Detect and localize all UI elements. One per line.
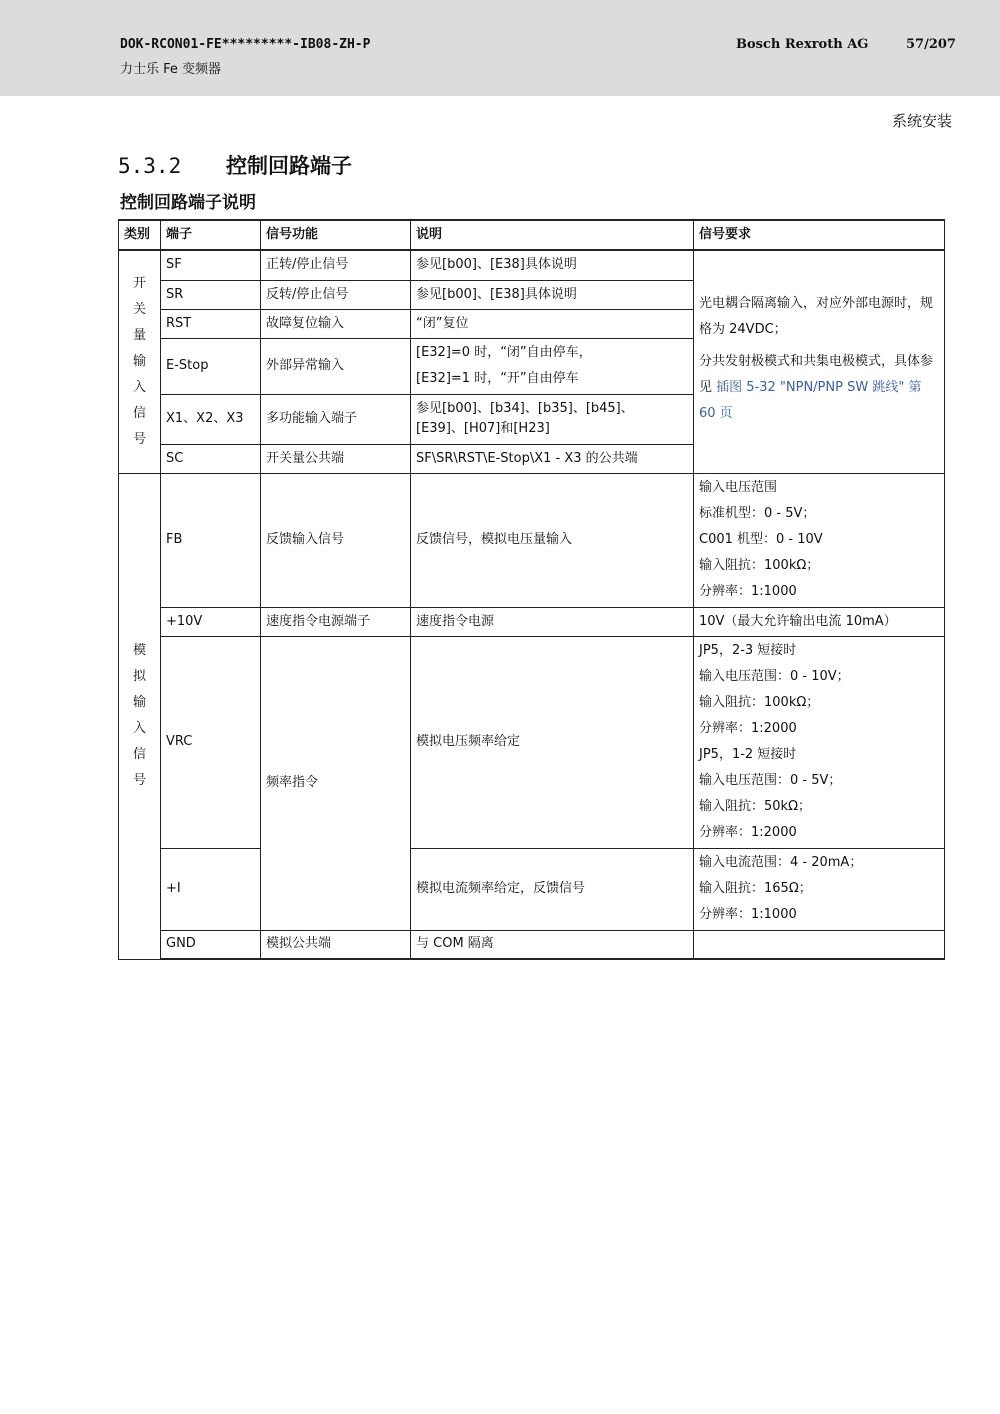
terminal-cell: RST <box>161 309 261 338</box>
section-title: 控制回路端子 <box>226 154 352 178</box>
header-function: 信号功能 <box>261 220 411 250</box>
description-cell: 模拟电压频率给定 <box>411 636 694 848</box>
requirement-cell: JP5，2-3 短接时 输入电压范围：0 - 10V； 输入阻抗：100kΩ； 分辨率：1:2000 JP5，1-2 短接时 输入电压范围：0 - 5V； 输入阻抗：50kΩ； 分辨率：1:2000 <box>694 636 945 848</box>
table-header-row <box>119 220 945 250</box>
function-cell: 正转/停止信号 <box>261 250 411 280</box>
header-category: 类别 <box>119 220 161 250</box>
table-caption: 控制回路端子说明 <box>120 193 256 213</box>
terminal-cell: FB <box>161 473 261 607</box>
document-id: DOK-RCON01-FE*********-IB08-ZH-P <box>120 37 371 52</box>
terminal-table <box>118 219 945 960</box>
header-terminal: 端子 <box>161 220 261 250</box>
company-name: Bosch Rexroth AG <box>736 37 869 52</box>
header-description: 说明 <box>411 220 694 250</box>
description-cell: “闭”复位 <box>411 309 694 338</box>
function-cell: 故障复位输入 <box>261 309 411 338</box>
table-row <box>119 848 945 930</box>
description-cell: 反馈信号，模拟电压量输入 <box>411 473 694 607</box>
category-digital: 开关量输入信号 <box>119 250 161 473</box>
table-row <box>119 250 945 280</box>
terminal-cell: +10V <box>161 607 261 636</box>
terminal-cell: X1、X2、X3 <box>161 394 261 444</box>
requirement-cell <box>694 930 945 959</box>
terminal-cell: VRC <box>161 636 261 848</box>
terminal-cell: +I <box>161 848 261 930</box>
function-cell: 多功能输入端子 <box>261 394 411 444</box>
table-row <box>119 930 945 959</box>
requirement-cell: 输入电流范围：4 - 20mA； 输入阻抗：165Ω； 分辨率：1:1000 <box>694 848 945 930</box>
requirement-cell: 输入电压范围 标准机型：0 - 5V； C001 机型：0 - 10V 输入阻抗：100kΩ； 分辨率：1:1000 <box>694 473 945 607</box>
table-row <box>119 636 945 848</box>
description-cell: 参见[b00]、[E38]具体说明 <box>411 250 694 280</box>
terminal-cell: SC <box>161 444 261 473</box>
function-cell: 模拟公共端 <box>261 930 411 959</box>
figure-reference-link[interactable]: 插图 5-32 "NPN/PNP SW 跳线" 第 60 页 <box>699 379 922 421</box>
section-heading <box>118 150 352 180</box>
section-number: 5.3.2 <box>118 154 182 178</box>
function-cell: 外部异常输入 <box>261 338 411 394</box>
description-cell: SF\SR\RST\E-Stop\X1 - X3 的公共端 <box>411 444 694 473</box>
header-requirement: 信号要求 <box>694 220 945 250</box>
terminal-cell: GND <box>161 930 261 959</box>
page-number: 57/207 <box>906 37 956 52</box>
description-cell: 模拟电流频率给定，反馈信号 <box>411 848 694 930</box>
function-cell: 反馈输入信号 <box>261 473 411 607</box>
function-cell: 速度指令电源端子 <box>261 607 411 636</box>
requirement-cell: 10V（最大允许输出电流 10mA） <box>694 607 945 636</box>
product-name: 力士乐 Fe 变频器 <box>120 62 222 77</box>
function-cell: 反转/停止信号 <box>261 280 411 309</box>
function-cell: 开关量公共端 <box>261 444 411 473</box>
table-row <box>119 473 945 607</box>
requirement-text: 光电耦合隔离输入，对应外部电源时，规格为 24VDC； <box>699 295 934 337</box>
terminal-cell: SR <box>161 280 261 309</box>
requirement-text: 分共发射极模式和共集电极模式，具体参见 插图 5-32 "NPN/PNP SW 跳线" 第 60 页 <box>699 353 934 421</box>
digital-requirement-cell <box>694 250 945 473</box>
function-cell: 频率指令 <box>261 636 411 930</box>
chapter-title: 系统安装 <box>891 112 952 130</box>
table-row <box>119 607 945 636</box>
page-header <box>0 0 1000 96</box>
description-cell: 与 COM 隔离 <box>411 930 694 959</box>
description-cell: [E32]=0 时，“闭”自由停车， [E32]=1 时，“开”自由停车 <box>411 338 694 394</box>
description-cell: 参见[b00]、[E38]具体说明 <box>411 280 694 309</box>
terminal-cell: SF <box>161 250 261 280</box>
category-analog: 模拟输入信号 <box>119 473 161 959</box>
description-cell: 速度指令电源 <box>411 607 694 636</box>
description-cell: 参见[b00]、[b34]、[b35]、[b45]、 [E39]、[H07]和[H23] <box>411 394 694 444</box>
terminal-cell: E-Stop <box>161 338 261 394</box>
